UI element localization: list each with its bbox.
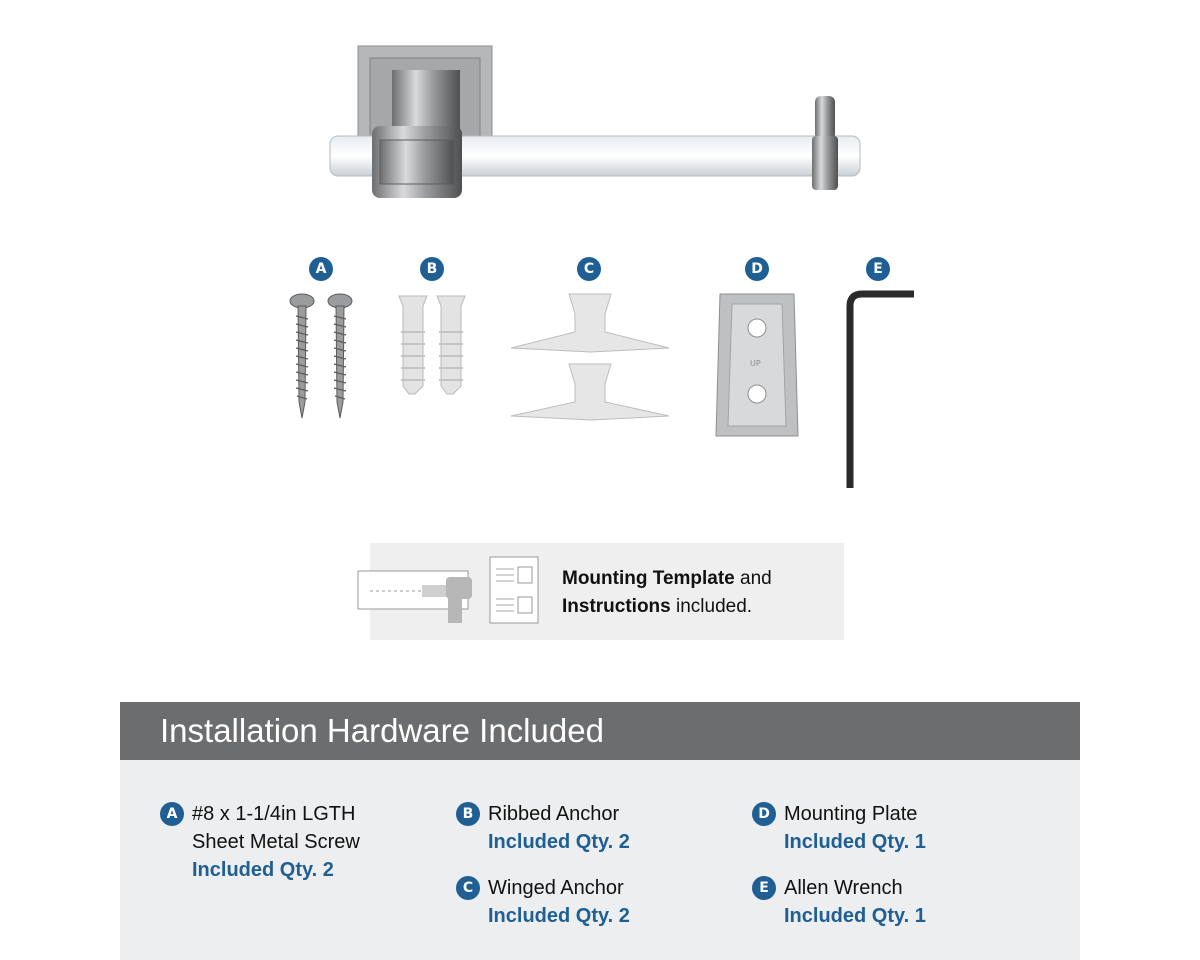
- winged-anchor-image: [505, 292, 675, 422]
- plate-up-stamp: UP: [750, 359, 761, 368]
- part-item-badge-d: D: [752, 802, 776, 826]
- mounting-template-banner: [370, 543, 844, 640]
- part-qty-d: Included Qty. 1: [784, 831, 926, 853]
- toilet-paper-holder-image: [320, 40, 880, 210]
- ribbed-anchor-image: [395, 292, 470, 397]
- banner-bold-instructions: Instructions: [562, 596, 671, 617]
- hardware-section: [120, 702, 1080, 960]
- part-item-d: [752, 800, 926, 856]
- banner-text-and: and: [734, 568, 772, 589]
- part-qty-b: Included Qty. 2: [488, 831, 630, 853]
- part-name-d: Mounting Plate: [784, 803, 918, 825]
- part-badge-a: A: [309, 257, 333, 281]
- screw-image: [285, 292, 360, 422]
- part-item-badge-e: E: [752, 876, 776, 900]
- part-name-a-line1: #8 x 1-1/4in LGTH: [192, 803, 356, 825]
- banner-text-included: included.: [670, 596, 753, 617]
- section-title: Installation Hardware Included: [160, 712, 604, 749]
- banner-bold-mounting-template: Mounting Template: [562, 568, 735, 589]
- part-item-badge-b: B: [456, 802, 480, 826]
- instructions-document-icon: [488, 555, 542, 627]
- part-badge-e: E: [866, 257, 890, 281]
- part-qty-a: Included Qty. 2: [192, 859, 334, 881]
- banner-text: [562, 565, 772, 621]
- part-badge-d: D: [745, 257, 769, 281]
- part-name-b: Ribbed Anchor: [488, 803, 620, 825]
- part-qty-e: Included Qty. 1: [784, 905, 926, 927]
- part-item-a: [160, 800, 360, 884]
- part-item-e: [752, 874, 926, 930]
- allen-wrench-image: [840, 288, 920, 493]
- part-qty-c: Included Qty. 2: [488, 905, 630, 927]
- section-header-bar: [120, 702, 1080, 760]
- mounting-plate-image: [712, 290, 802, 445]
- part-item-c: [456, 874, 630, 930]
- part-item-badge-a: A: [160, 802, 184, 826]
- part-name-c: Winged Anchor: [488, 877, 624, 899]
- part-item-b: [456, 800, 630, 856]
- drill-template-icon: [356, 563, 474, 629]
- part-badge-b: B: [420, 257, 444, 281]
- part-name-e: Allen Wrench: [784, 877, 903, 899]
- part-item-badge-c: C: [456, 876, 480, 900]
- part-name-a-line2: Sheet Metal Screw: [192, 831, 360, 853]
- part-badge-c: C: [577, 257, 601, 281]
